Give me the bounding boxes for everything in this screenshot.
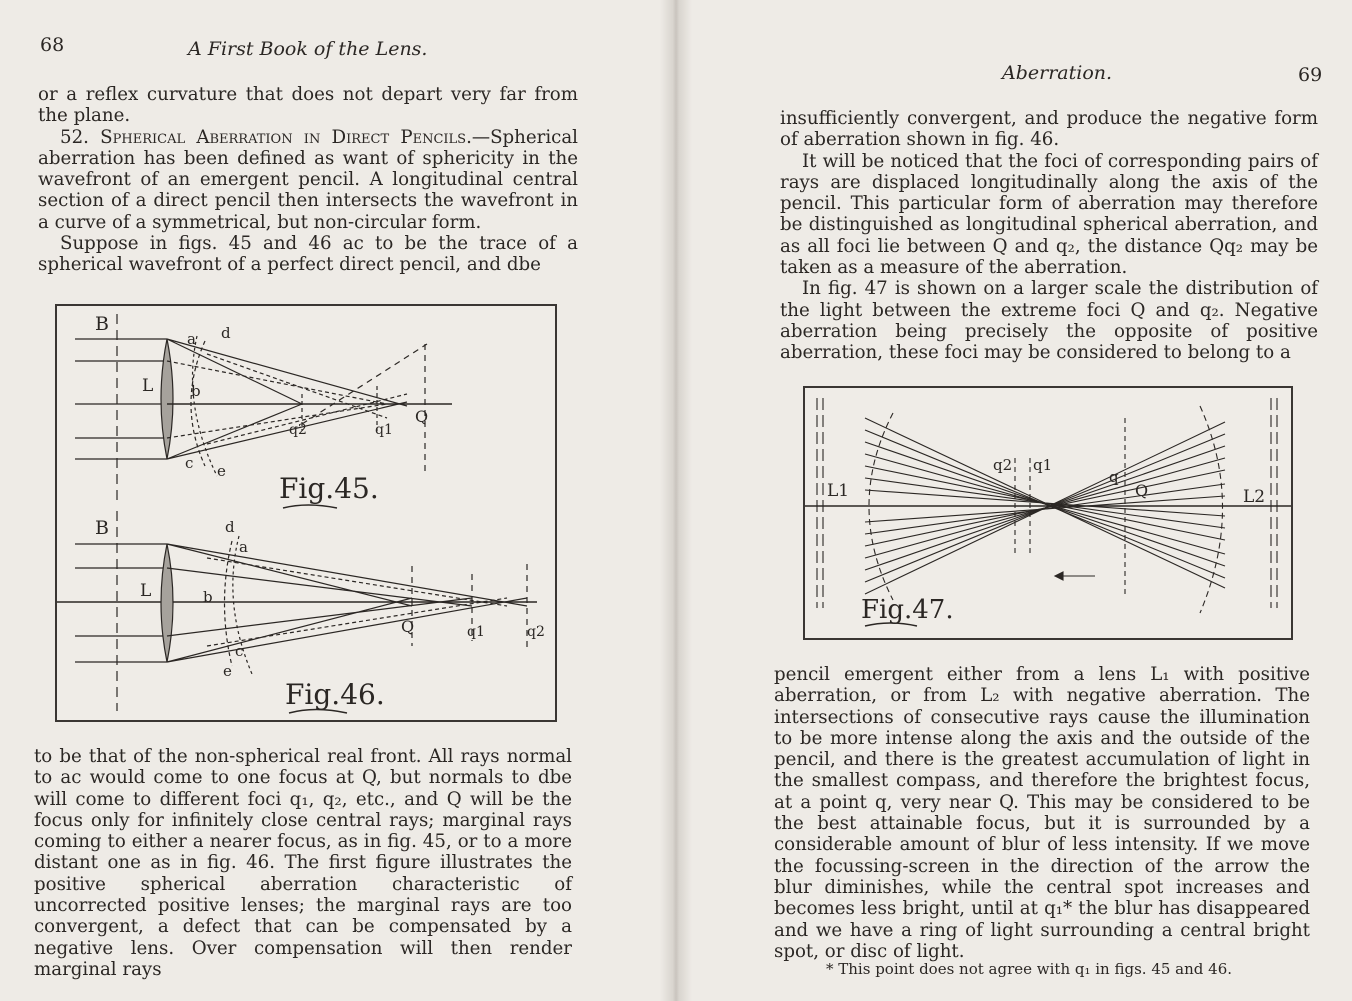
page-number-right: 69 <box>1298 64 1323 86</box>
fig45-label-q1: q1 <box>375 422 393 438</box>
right-top-text <box>780 108 1318 364</box>
fig46-label-e: e <box>223 662 232 680</box>
fig46-caption: Fig.46. <box>285 678 385 711</box>
figure-45-46-box <box>55 304 557 722</box>
right-bottom-text <box>774 664 1310 962</box>
para-continuation: or a reflex curvature that does not depart very far from the plane. <box>38 84 578 127</box>
running-head-right: Aberration. <box>1002 62 1113 84</box>
footnote: * This point does not agree with q₁ in figs. 45 and 46. <box>826 960 1233 978</box>
fig45-label-q2: q2 <box>289 422 307 438</box>
left-top-text <box>38 84 578 276</box>
fig45-label-a: a <box>187 330 196 348</box>
fig47-label-q2: q2 <box>993 456 1013 474</box>
fig47-label-q1: q1 <box>1033 456 1053 474</box>
fig45-label-c: c <box>185 454 194 472</box>
fig46-label-a: a <box>239 538 248 556</box>
fig45-caption: Fig.45. <box>279 472 379 505</box>
fig46-label-c: c <box>235 642 244 660</box>
para-suppose: Suppose in figs. 45 and 46 ac to be the trace of a spherical wavefront of a perfect direct pencil, and dbe <box>38 233 578 276</box>
page-number-left: 68 <box>40 34 65 56</box>
fig47-label-Q: Q <box>1135 481 1149 500</box>
fig46-label-q1: q1 <box>467 624 485 640</box>
para-after-figure: to be that of the non-spherical real front. All rays normal to ac would come to one focus at Q, but normals to dbe will come to different foci q₁, q₂, etc., and Q will be the focus only for infinitely close central rays; marginal rays coming to either a nearer focus, as in fig. 45, or to a more distant one as in fig. 46. The first figure illustrates the positive spherical aberration characteristic of uncorrected positive lenses; the marginal rays are too convergent, a defect that can be compensated by a negative lens. Over compensation will then render marginal rays <box>34 746 572 980</box>
running-head-left: A First Book of the Lens. <box>188 38 428 60</box>
para-in-fig-47: In fig. 47 is shown on a larger scale the distribution of the light between the extreme foci Q and q₂. Negative aberration being precisely the opposite of positive aberration, these foci may be considered to belong to a <box>780 278 1318 364</box>
figure-45-46-drawing <box>57 306 555 720</box>
figure-47-box <box>803 386 1293 640</box>
fig45-label-B: B <box>95 313 109 335</box>
fig47-label-q: q <box>1109 468 1119 486</box>
fig46-label-d: d <box>225 518 235 536</box>
fig45-diagram <box>75 314 452 506</box>
para-it-will-be-noticed: It will be noticed that the foci of corresponding pairs of rays are displaced longitudinally along the axis of the pencil. This particular form of aberration may therefore be distinguished as longitudinal spherical aberration, and as all foci lie between Q and q₂, the distance Qq₂ may be taken as a measure of the aberration. <box>780 150 1318 279</box>
fig47-caption: Fig.47. <box>861 595 954 625</box>
para-insufficiently: insufficiently convergent, and produce the negative form of aberration shown in fig. 46. <box>780 108 1318 151</box>
fig46-label-B: B <box>95 517 109 539</box>
para-pencil-emergent: pencil emergent either from a lens L₁ with positive aberration, or from L₂ with negative aberration. The intersections of consecutive rays cause the illumination to be more intense along the axis and the outside of the pencil, and there is the greatest accumulation of light in the smallest compass, and therefore the brightest focus, at a point q, very near Q. This may be considered to be the best attainable focus, but it is surrounded by a considerable amount of blur of less intensity. If we move the focussing-screen in the direction of the arrow the blur diminishes, while the central spot increases and becomes less bright, until at q₁* the blur has disappeared and we have a ring of light surrounding a central bright spot, or disc of light. <box>774 664 1310 962</box>
fig45-label-b: b <box>191 382 201 400</box>
fig45-label-d: d <box>221 324 231 342</box>
fig45-label-L: L <box>142 376 154 396</box>
book-gutter <box>660 0 692 1001</box>
fig46-label-b: b <box>203 588 213 606</box>
fig46-label-q2: q2 <box>527 624 545 640</box>
para-52: 52. Spherical Aberration in Direct Pencils.—Spherical aberration has been defined as want of sphericity in the wavefront of an emergent pencil. A longitudinal central section of a direct pencil then intersects the wavefront in a curve of a symmetrical, but non-circular form. <box>38 126 578 233</box>
fig47-label-L1: L1 <box>827 481 850 501</box>
left-bottom-text <box>34 746 572 980</box>
fig45-label-Q: Q <box>415 407 429 426</box>
fig47-label-L2: L2 <box>1243 487 1266 507</box>
fig46-label-L: L <box>140 581 152 601</box>
fig46-label-Q: Q <box>401 617 415 636</box>
figure-47-drawing <box>805 388 1291 638</box>
para-52-heading: Spherical Aberration in Direct Pencils. <box>100 126 472 148</box>
fig45-label-e: e <box>217 462 226 480</box>
